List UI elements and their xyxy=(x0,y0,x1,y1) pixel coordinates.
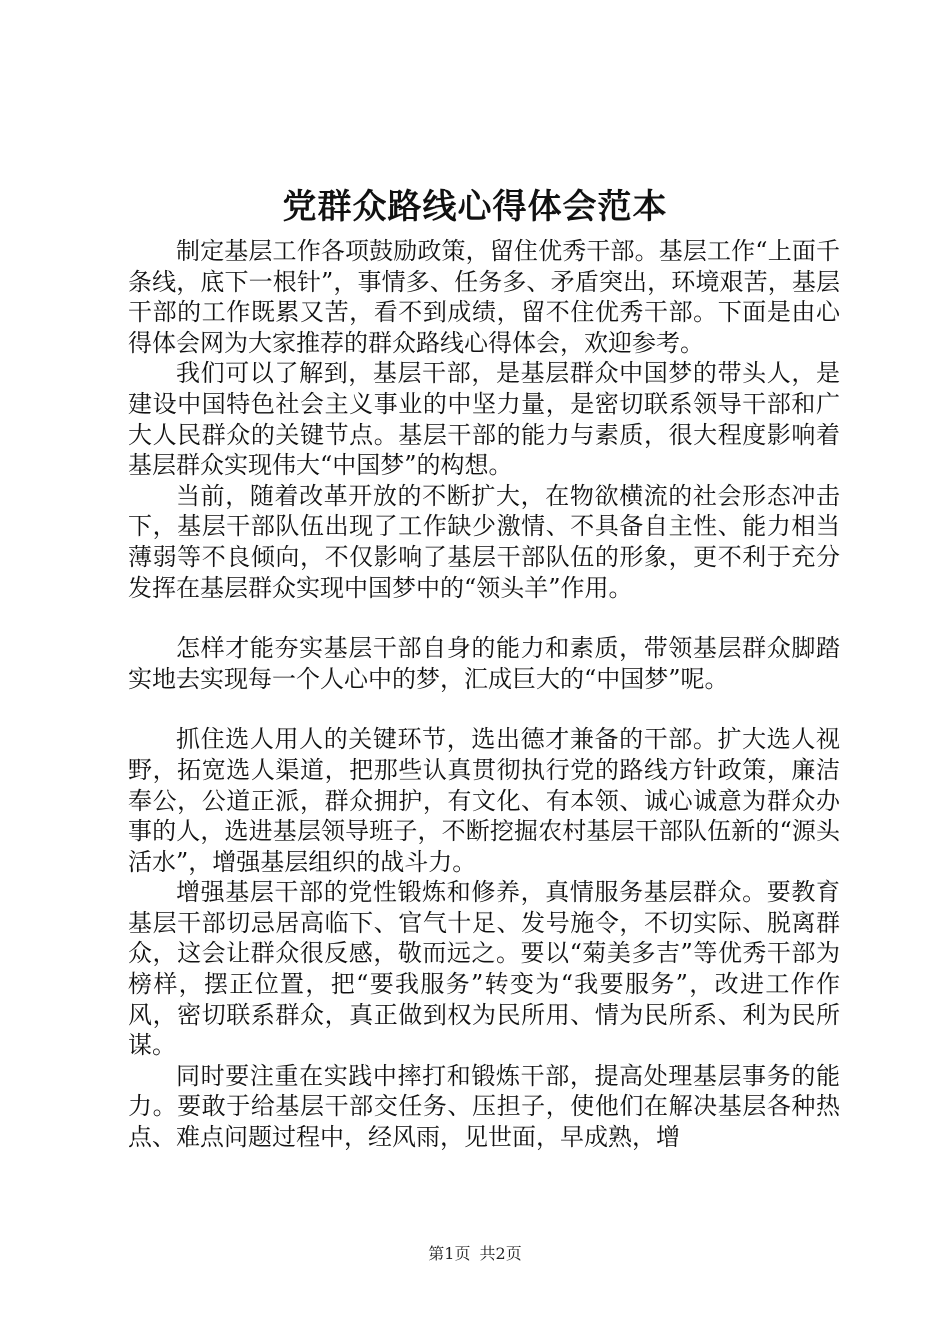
paragraph: 怎样才能夯实基层干部自身的能力和素质，带领基层群众脚踏实地去实现每一个人心中的梦，汇成巨大的“中国梦”呢。 xyxy=(128,634,840,693)
document-title: 党群众路线心得体会范本 xyxy=(282,187,668,227)
page-total: 共2页 xyxy=(479,1244,522,1263)
paragraph: 抓住选人用人的关键环节，选出德才兼备的干部。扩大选人视野，拓宽选人渠道，把那些认真贯彻执行党的路线方针政策，廉洁奉公，公道正派，群众拥护，有文化、有本领、诚心诚意为群众办事的人，选进基层领导班子，不断挖掘农村基层干部队伍新的“源头活水”，增强基层组织的战斗力。 xyxy=(128,725,840,876)
page-number: 第1页 xyxy=(428,1244,471,1263)
paragraph: 制定基层工作各项鼓励政策，留住优秀干部。基层工作“上面千条线，底下一根针”，事情多、任务多、矛盾突出，环境艰苦，基层干部的工作既累又苦，看不到成绩，留不住优秀干部。下面是由心得体会网为大家推荐的群众路线心得体会，欢迎参考。 xyxy=(128,237,840,357)
paragraph: 增强基层干部的党性锻炼和修养，真情服务基层群众。要教育基层干部切忌居高临下、官气十足、发号施令，不切实际、脱离群众，这会让群众很反感，敬而远之。要以“菊美多吉”等优秀干部为榜样，摆正位置，把“要我服务”转变为“我要服务”，改进工作作风，密切联系群众，真正做到权为民所用、情为民所系、利为民所谋。 xyxy=(128,878,840,1060)
page-footer xyxy=(0,1242,950,1266)
paragraph: 当前，随着改革开放的不断扩大，在物欲横流的社会形态冲击下，基层干部队伍出现了工作缺少激情、不具备自主性、能力相当薄弱等不良倾向，不仅影响了基层干部队伍的形象，更不利于充分发挥在基层群众实现中国梦中的“领头羊”作用。 xyxy=(128,481,840,602)
paragraph: 同时要注重在实践中摔打和锻炼干部，提高处理基层事务的能力。要敢于给基层干部交任务、压担子，使他们在解决基层各种热点、难点问题过程中，经风雨，见世面，早成熟，增 xyxy=(128,1061,840,1152)
document-body xyxy=(128,236,840,1153)
paragraph: 我们可以了解到，基层干部，是基层群众中国梦的带头人，是建设中国特色社会主义事业的中坚力量，是密切联系领导干部和广大人民群众的关键节点。基层干部的能力与素质，很大程度影响着基层群众实现伟大“中国梦”的构想。 xyxy=(128,359,840,480)
